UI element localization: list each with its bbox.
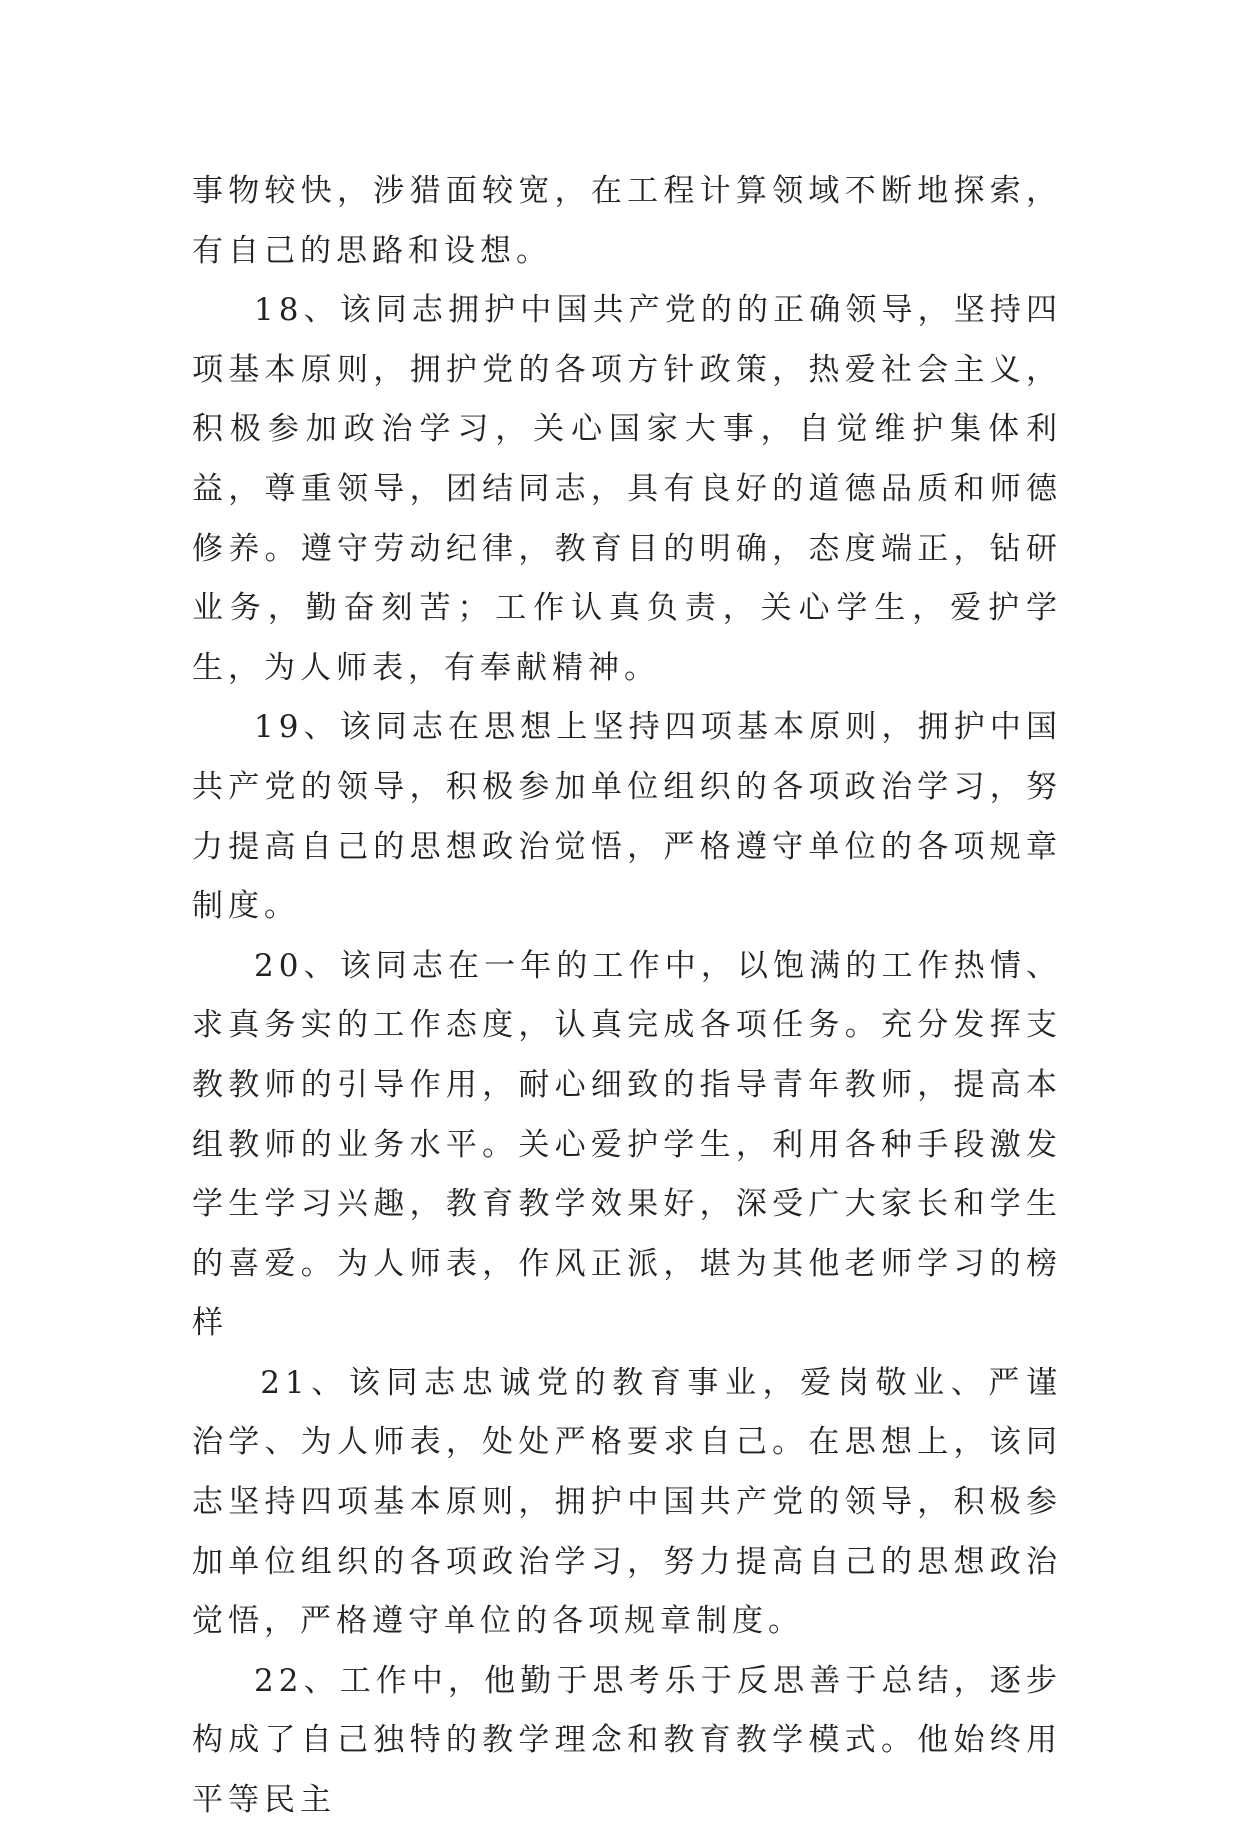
paragraph-18: 18、该同志拥护中国共产党的的正确领导，坚持四项基本原则，拥护党的各项方针政策，热爱社会主义，积极参加政治学习，关心国家大事，自觉维护集体利益，尊重领导，团结同志，具有良好的道德品质和师德修养。遵守劳动纪律，教育目的明确，态度端正，钻研业务，勤奋刻苦；工作认真负责，关心学生，爱护学生，为人师表，有奉献精神。 [192, 292, 1062, 686]
paragraph-20: 20、该同志在一年的工作中，以饱满的工作热情、求真务实的工作态度，认真完成各项任务。充分发挥支教教师的引导作用，耐心细致的指导青年教师，提高本组教师的业务水平。关心爱护学生，利用各种手段激发学生学习兴趣，教育教学效果好，深受广大家长和学生的喜爱。为人师表，作风正派，堪为其他老师学习的榜样 [192, 947, 1062, 1342]
paragraph-19: 19、该同志在思想上坚持四项基本原则，拥护中国共产党的领导，积极参加单位组织的各项政治学习，努力提高自己的思想政治觉悟，严格遵守单位的各项规章制度。 [192, 709, 1062, 925]
paragraph-22: 22、工作中，他勤于思考乐于反思善于总结，逐步构成了自己独特的教学理念和教育教学模式。他始终用平等民主 [192, 1662, 1062, 1819]
paragraph-21: 21、该同志忠诚党的教育事业，爱岗敬业、严谨治学、为人师表，处处严格要求自己。在思想上，该同志坚持四项基本原则，拥护中国共产党的领导，积极参加单位组织的各项政治学习，努力提高自己的思想政治觉悟，严格遵守单位的各项规章制度。 [192, 1364, 1062, 1640]
paragraph-continuation: 事物较快，涉猎面较宽，在工程计算领域不断地探索，有自己的思路和设想。 [192, 173, 1062, 269]
document-body [192, 162, 1062, 1831]
